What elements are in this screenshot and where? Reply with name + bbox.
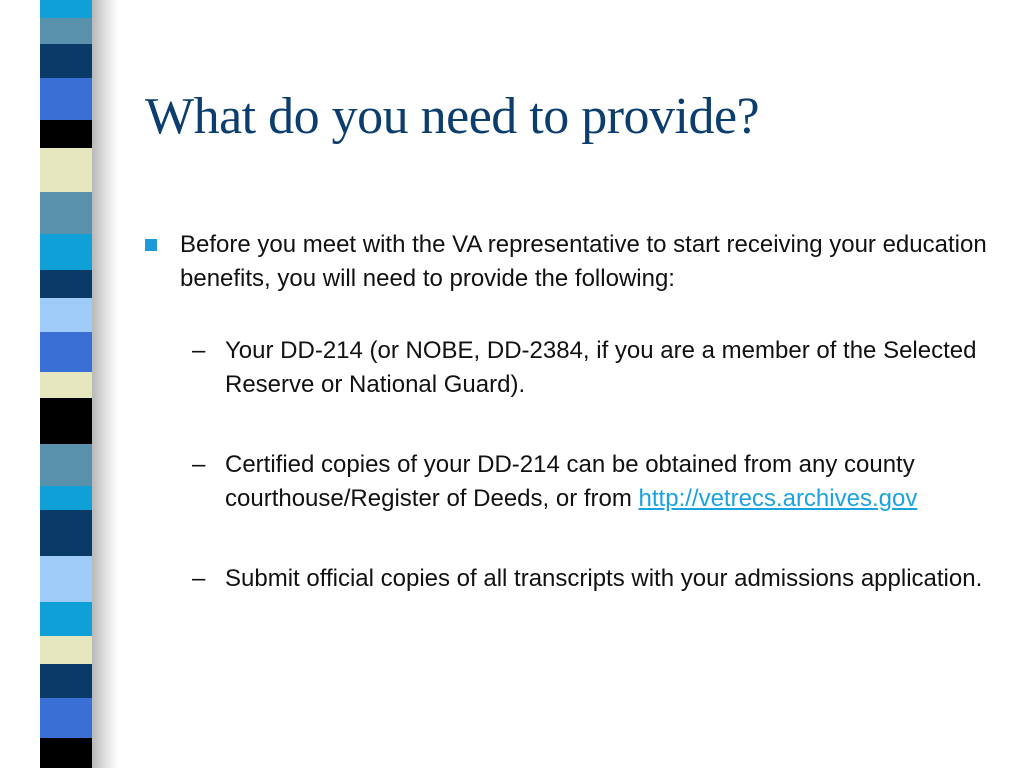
stripe-segment: [40, 298, 92, 332]
dash-bullet: –: [192, 451, 206, 478]
stripe-segment: [40, 78, 92, 120]
stripe-edge: [36, 0, 40, 768]
stripe-segment: [40, 602, 92, 636]
slide-title: What do you need to provide?: [145, 88, 760, 145]
slide-body: [145, 228, 995, 642]
sub-bullet-3: [145, 562, 995, 596]
stripe-segment: [40, 486, 92, 510]
main-bullet-text: Before you meet with the VA representative to start receiving your education benefits, you will need to provide the following:: [180, 231, 987, 292]
stripe-segment: [40, 270, 92, 298]
dash-bullet: –: [192, 565, 206, 592]
dash-bullet: –: [192, 337, 206, 364]
stripe-segment: [40, 120, 92, 148]
stripe-segment: [40, 444, 92, 486]
stripe-segment: [40, 18, 92, 44]
sub-bullet-text: Certified copies of your DD-214 can be obtained from any county courthouse/Register of Deeds, or from: [225, 451, 915, 512]
decorative-stripe-bar: [0, 0, 120, 768]
stripe-segment: [40, 636, 92, 664]
square-bullet-icon: [145, 239, 157, 251]
sub-bullet-text: Submit official copies of all transcripts with your admissions application.: [225, 565, 983, 592]
stripe-segment: [40, 44, 92, 78]
stripe-segment: [40, 234, 92, 270]
stripe-segment: [40, 332, 92, 372]
stripe-segment: [40, 0, 92, 18]
stripe-segment: [40, 148, 92, 192]
sub-bullet-1: [145, 334, 995, 402]
vetrecs-link[interactable]: http://vetrecs.archives.gov: [638, 485, 918, 512]
stripe-segment: [40, 398, 92, 444]
sub-bullet-text: Your DD-214 (or NOBE, DD-2384, if you are a member of the Selected Reserve or National Guard).: [225, 337, 977, 398]
stripe-segment: [40, 698, 92, 738]
stripe-segment: [40, 192, 92, 234]
stripe-segment: [40, 372, 92, 398]
stripe-segment: [40, 510, 92, 556]
stripe-segment: [40, 556, 92, 602]
sub-bullet-2: [145, 448, 995, 516]
main-bullet: [145, 228, 995, 296]
stripe-segment: [40, 738, 92, 768]
stripe-segment: [40, 664, 92, 698]
